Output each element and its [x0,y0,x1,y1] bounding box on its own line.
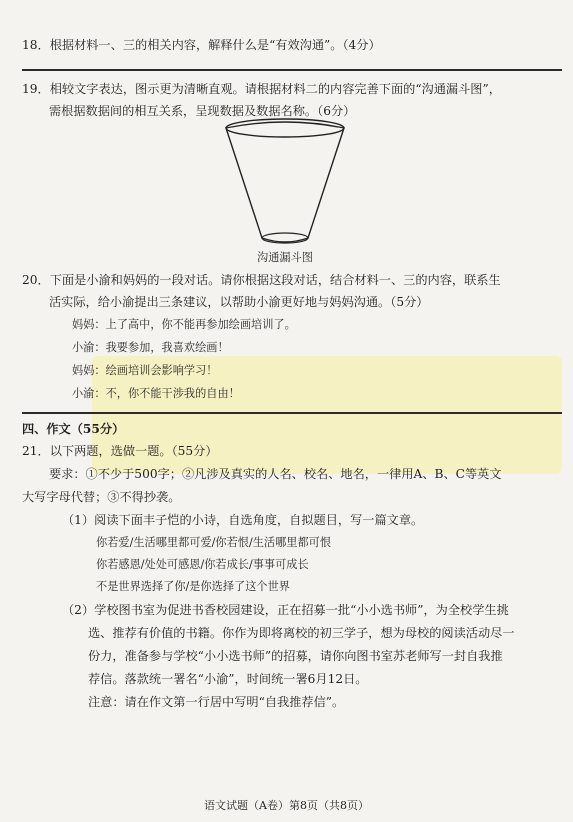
communication-funnel-diagram [220,118,350,248]
poem-line-3: 不是世界选择了你/是你选择了这个世界 [96,580,290,593]
essay-note: 注意：请在作文第一行居中写明“自我推荐信”。 [88,695,345,709]
question-20-line1: 20．下面是小渝和妈妈的一段对话。请你根据这段对话，结合材料一、三的内容，联系生 [22,273,501,287]
question-18: 18．根据材料一、三的相关内容，解释什么是“有效沟通”。（4分） [22,38,381,52]
dialog-line-3: 妈妈：绘画培训会影响学习！ [72,364,218,377]
poem-line-2: 你若感恩/处处可感恩/你若成长/事事可成长 [96,558,309,571]
divider-middle [22,412,562,414]
question-20-line2: 活实际，给小渝提出三条建议，以帮助小渝更好地与妈妈沟通。（5分） [49,295,429,309]
option-2-line2: 选、推荐有价值的书籍。你作为即将离校的初三学子，想为母校的阅读活动尽一 [88,626,515,640]
option-2-line3: 份力，准备参与学校“小小选书师”的招募，请你向图书室苏老师写一封自我推 [88,649,503,663]
requirements-line2: 大写字母代替；③不得抄袭。 [22,490,181,504]
option-2-line4: 荐信。落款统一署名“小渝”，时间统一署6月12日。 [88,672,368,686]
requirements-line1: 要求：①不少于500字；②凡涉及真实的人名、校名、地名，一律用A、B、C等英文 [49,467,502,481]
option-2-line1: （2）学校图书室为促进书香校园建设，正在招募一批“小小选书师”，为全校学生挑 [62,603,509,617]
dialog-line-2: 小渝：我要参加，我喜欢绘画！ [72,341,229,354]
page-footer: 语文试题（A卷）第8页（共8页） [204,799,369,812]
funnel-caption: 沟通漏斗图 [257,251,313,264]
section-4-heading: 四、作文（55分） [22,422,125,436]
poem-line-1: 你若爱/生活哪里都可爱/你若恨/生活哪里都可恨 [96,536,332,549]
question-21: 21．以下两题，选做一题。（55分） [22,444,218,458]
dialog-line-1: 妈妈：上了高中，你不能再参加绘画培训了。 [72,318,296,331]
divider-top [22,69,562,71]
funnel-body [226,122,344,242]
question-19-line2: 需根据数据间的相互关系，呈现数据及数据名称。（6分） [49,104,356,118]
dialog-line-4: 小渝：不，你不能干涉我的自由！ [72,387,240,400]
option-1: （1）阅读下面丰子恺的小诗，自选角度，自拟题目，写一篇文章。 [62,513,424,527]
question-19-line1: 19．相较文字表达，图示更为清晰直观。请根据材料二的内容完善下面的“沟通漏斗图”， [22,82,501,96]
